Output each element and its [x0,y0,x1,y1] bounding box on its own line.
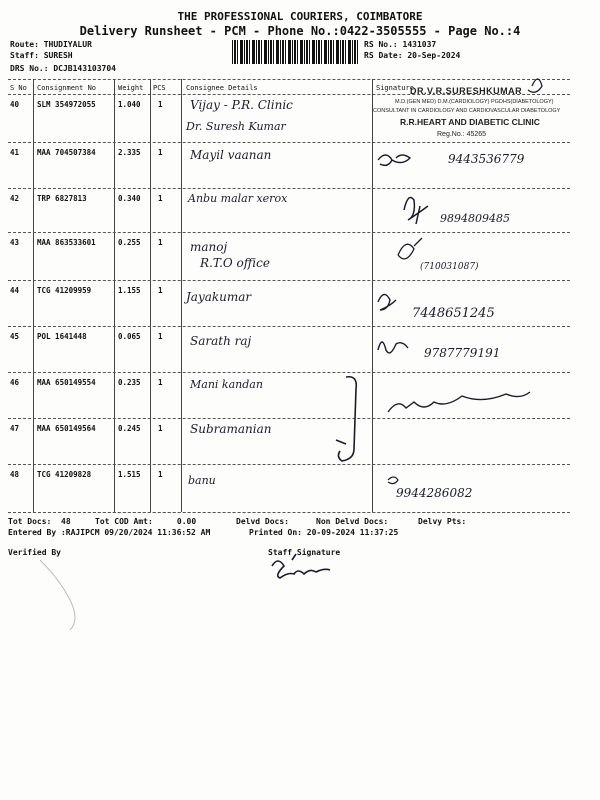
row-pcs: 1 [158,148,163,157]
row-weight: 0.235 [118,378,141,387]
row-weight: 1.155 [118,286,141,295]
row-consignment-no: MAA 704507384 [37,148,96,157]
row-pcs: 1 [158,238,163,247]
delvd-docs-label: Delvd Docs: [236,517,289,526]
signature-scribble [378,294,396,310]
row-consignment-no: TCG 41209959 [37,286,92,295]
row-consignee-handwritten: Mayil vaanan [190,148,272,162]
row-sno: 42 [10,194,20,203]
route-label: Route: THUDIYALUR [10,40,92,49]
stamp-role: CONSULTANT IN CARDIOLOGY AND CARDIOVASCULAR DIABETOLOGY [373,108,561,114]
row-consignee-handwritten: Dr. Suresh Kumar [186,120,286,133]
col-header-weight: Weight [118,84,144,92]
rs-date: RS Date: 20-Sep-2024 [364,51,461,60]
row-consignment-no: TRP 6827813 [37,194,87,203]
row-signature-phone: 9787779191 [424,346,501,360]
stamp-degree: M.D.(GEN MED) D.M.(CARDIOLOGY) PGDHS(DIABETOLOGY) [395,99,554,105]
row-weight: 1.040 [118,100,141,109]
signature-scribble [404,198,428,224]
col-header-consignee: Consignee Details [186,84,258,92]
row-pcs: 1 [158,100,163,109]
tot-docs-label: Tot Docs: [8,517,52,526]
row-weight: 2.335 [118,148,141,157]
company-title: THE PROFESSIONAL COURIERS, COIMBATORE [177,10,423,23]
row-consignment-no: MAA 863533601 [37,238,96,247]
runsheet-title: Delivery Runsheet - PCM - Phone No.:0422-3505555 - Page No.:4 [79,24,521,38]
signature-scribble [378,342,408,353]
row-sno: 41 [10,148,20,157]
row-sno: 44 [10,286,20,295]
staff-signature-label: Staff Signature [268,548,341,557]
col-header-consignment: Consignment No [37,84,97,92]
non-delvd-docs-label: Non Delvd Docs: [316,517,389,526]
signature-scribble [378,155,410,165]
col-header-pcs: PCS [153,84,166,92]
row-signature-phone: 9894809485 [440,212,510,225]
row-signature-phone: (710031087) [420,262,479,272]
row-pcs: 1 [158,424,163,433]
row-sno: 47 [10,424,20,433]
verified-by-label: Verified By [8,548,61,557]
tot-docs-value: 48 [61,517,71,526]
tot-docs [8,517,71,526]
row-weight: 0.065 [118,332,141,341]
row-consignee-handwritten: Subramanian [190,422,272,436]
row-consignee-handwritten: banu [188,474,216,487]
tot-cod-value: 0.00 [176,517,197,526]
tot-cod-label: Tot COD Amt: [95,517,153,526]
row-consignee-handwritten: manoj [190,240,228,254]
row-signature-phone: 9944286082 [396,486,473,500]
row-consignment-no: MAA 650149554 [37,378,96,387]
row-pcs: 1 [158,194,163,203]
printed-on: Printed On: 20-09-2024 11:37:25 [249,528,399,537]
footer-rule [8,512,570,513]
signature-scribble [388,392,530,412]
row-pcs: 1 [158,378,163,387]
row-signature-phone: 9443536779 [448,152,525,166]
row-consignment-no: TCG 41209828 [37,470,92,479]
row-consignment-no: MAA 650149564 [37,424,96,433]
row-sno: 40 [10,100,20,109]
row-sno: 43 [10,238,20,247]
signature-scribble [388,477,398,484]
row-weight: 0.255 [118,238,141,247]
tot-cod [95,517,196,526]
delvy-pts-label: Delvy Pts: [418,517,467,526]
col-header-sno: S No [10,84,27,92]
col-header-signature: Signature [376,84,414,92]
row-signature-phone: 7448651245 [412,306,495,321]
stamp-reg: Reg.No.: 45265 [437,131,487,138]
verified-faint-mark [40,560,75,630]
row-sno: 46 [10,378,20,387]
staff-label: Staff: SURESH [10,51,73,60]
entered-by: Entered By :RAJIPCM 09/20/2024 11:36:52 AM [8,528,211,537]
drs-number: DRS No.: DCJB143103704 [10,64,116,73]
stamp-doctor: DR.V.R.SURESHKUMAR [410,86,523,96]
row-consignee-handwritten: Jayakumar [186,290,252,304]
row-pcs: 1 [158,286,163,295]
signature-scribble [528,79,542,92]
row-pcs: 1 [158,332,163,341]
bracket-mark [336,377,356,461]
row-weight: 1.515 [118,470,141,479]
rs-number: RS No.: 1431037 [364,40,437,49]
row-consignee-handwritten: Anbu malar xerox [188,192,288,205]
row-consignee-handwritten: Vijay - P.R. Clinic [190,98,293,112]
signature-scribble [398,238,422,259]
row-consignee-handwritten: Sarath raj [190,334,252,348]
row-pcs: 1 [158,470,163,479]
row-consignee-handwritten: R.T.O office [200,256,270,270]
row-sno: 48 [10,470,20,479]
row-consignment-no: SLM 354972055 [37,100,96,109]
row-consignee-handwritten: Mani kandan [190,378,263,391]
stamp-clinic: R.R.HEART AND DIABETIC CLINIC [400,117,540,127]
staff-signature-scribble [272,554,330,578]
row-weight: 0.245 [118,424,141,433]
row-weight: 0.340 [118,194,141,203]
row-sno: 45 [10,332,20,341]
row-consignment-no: POL 1641448 [37,332,87,341]
